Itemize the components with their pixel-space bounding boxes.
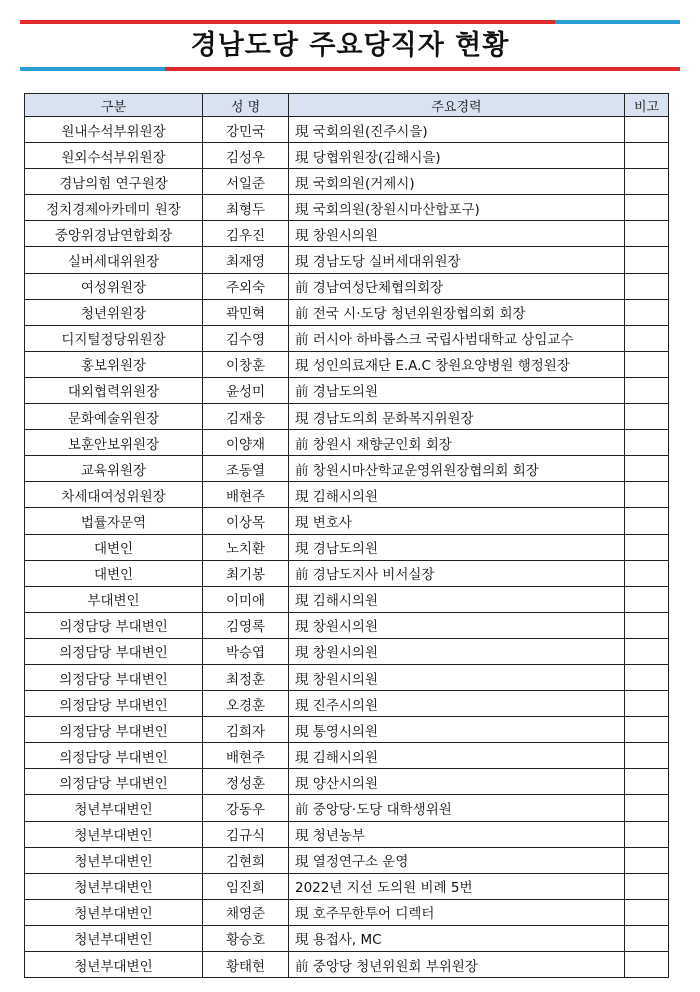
cell-name: 최형두 [203, 195, 289, 221]
cell-career: 前 창원시마산학교운영위원장협의회 회장 [289, 456, 625, 482]
cell-note [625, 769, 669, 795]
cell-note [625, 325, 669, 351]
cell-career: 現 호주무한투어 디렉터 [289, 899, 625, 925]
cell-note [625, 404, 669, 430]
table-row [25, 925, 669, 951]
cell-role: 청년부대변인 [25, 795, 203, 821]
cell-note [625, 169, 669, 195]
table-row [25, 195, 669, 221]
cell-note [625, 795, 669, 821]
table-row [25, 273, 669, 299]
cell-role: 중앙위경남연합회장 [25, 221, 203, 247]
table-row [25, 586, 669, 612]
cell-name: 노치환 [203, 534, 289, 560]
header-name: 성 명 [203, 94, 289, 117]
table-row [25, 404, 669, 430]
table-row [25, 508, 669, 534]
cell-note [625, 377, 669, 403]
cell-career: 前 경남도의원 [289, 377, 625, 403]
cell-note [625, 586, 669, 612]
cell-name: 주외숙 [203, 273, 289, 299]
cell-name: 채영준 [203, 899, 289, 925]
table-row [25, 638, 669, 664]
cell-career: 前 창원시 재향군인회 회장 [289, 430, 625, 456]
cell-career: 現 김해시의원 [289, 482, 625, 508]
cell-note [625, 821, 669, 847]
cell-role: 원외수석부위원장 [25, 143, 203, 169]
cell-note [625, 456, 669, 482]
cell-career: 現 김해시의원 [289, 743, 625, 769]
cell-name: 김수영 [203, 325, 289, 351]
cell-career: 現 경남도의회 문화복지위원장 [289, 404, 625, 430]
cell-note [625, 717, 669, 743]
cell-name: 이양재 [203, 430, 289, 456]
cell-note [625, 743, 669, 769]
cell-name: 윤성미 [203, 377, 289, 403]
cell-role: 의정담당 부대변인 [25, 717, 203, 743]
cell-name: 황승호 [203, 925, 289, 951]
cell-role: 대변인 [25, 534, 203, 560]
table-row [25, 117, 669, 143]
cell-career: 現 창원시의원 [289, 612, 625, 638]
cell-note [625, 195, 669, 221]
cell-note [625, 299, 669, 325]
cell-role: 의정담당 부대변인 [25, 691, 203, 717]
cell-role: 대외협력위원장 [25, 377, 203, 403]
cell-note [625, 899, 669, 925]
table-row [25, 691, 669, 717]
cell-career: 前 경남도지사 비서실장 [289, 560, 625, 586]
cell-name: 김우진 [203, 221, 289, 247]
cell-name: 김영록 [203, 612, 289, 638]
cell-name: 최재영 [203, 247, 289, 273]
cell-role: 청년부대변인 [25, 873, 203, 899]
cell-role: 의정담당 부대변인 [25, 743, 203, 769]
cell-career: 現 창원시의원 [289, 638, 625, 664]
cell-role: 청년부대변인 [25, 847, 203, 873]
cell-note [625, 925, 669, 951]
cell-note [625, 221, 669, 247]
cell-role: 청년부대변인 [25, 899, 203, 925]
cell-name: 최정훈 [203, 664, 289, 690]
table-row [25, 560, 669, 586]
cell-career: 現 창원시의원 [289, 664, 625, 690]
cell-name: 강민국 [203, 117, 289, 143]
cell-name: 정성훈 [203, 769, 289, 795]
cell-career: 現 국회의원(창원시마산합포구) [289, 195, 625, 221]
cell-name: 김성우 [203, 143, 289, 169]
cell-career: 現 통영시의원 [289, 717, 625, 743]
table-row [25, 534, 669, 560]
officials-table [24, 93, 669, 978]
cell-name: 김희자 [203, 717, 289, 743]
cell-role: 의정담당 부대변인 [25, 664, 203, 690]
cell-career: 現 국회의원(거제시) [289, 169, 625, 195]
cell-role: 청년부대변인 [25, 952, 203, 978]
cell-note [625, 351, 669, 377]
table-row [25, 169, 669, 195]
cell-name: 서일준 [203, 169, 289, 195]
cell-role: 청년위원장 [25, 299, 203, 325]
cell-name: 김규식 [203, 821, 289, 847]
cell-name: 김현희 [203, 847, 289, 873]
table-row [25, 612, 669, 638]
cell-name: 오경훈 [203, 691, 289, 717]
cell-role: 여성위원장 [25, 273, 203, 299]
cell-note [625, 664, 669, 690]
cell-name: 박승엽 [203, 638, 289, 664]
cell-note [625, 638, 669, 664]
table-row [25, 795, 669, 821]
cell-career: 現 양산시의원 [289, 769, 625, 795]
cell-name: 곽민혁 [203, 299, 289, 325]
cell-name: 배현주 [203, 482, 289, 508]
table-row [25, 873, 669, 899]
cell-career: 現 청년농부 [289, 821, 625, 847]
cell-name: 이상목 [203, 508, 289, 534]
cell-note [625, 873, 669, 899]
cell-name: 이미애 [203, 586, 289, 612]
cell-role: 보훈안보위원장 [25, 430, 203, 456]
table-row [25, 299, 669, 325]
table-row [25, 430, 669, 456]
cell-role: 청년부대변인 [25, 925, 203, 951]
table-row [25, 377, 669, 403]
header-note: 비고 [625, 94, 669, 117]
cell-role: 교육위원장 [25, 456, 203, 482]
cell-role: 법률자문역 [25, 508, 203, 534]
table-header-row [25, 94, 669, 117]
header-career: 주요경력 [289, 94, 625, 117]
cell-name: 황태현 [203, 952, 289, 978]
table-row [25, 456, 669, 482]
cell-career: 前 전국 시·도당 청년위원장협의회 회장 [289, 299, 625, 325]
cell-note [625, 847, 669, 873]
table-row [25, 899, 669, 925]
cell-note [625, 612, 669, 638]
table-row [25, 664, 669, 690]
cell-career: 現 창원시의원 [289, 221, 625, 247]
table-row [25, 325, 669, 351]
cell-note [625, 560, 669, 586]
cell-role: 부대변인 [25, 586, 203, 612]
table-row [25, 221, 669, 247]
cell-role: 정치경제아카데미 원장 [25, 195, 203, 221]
cell-note [625, 691, 669, 717]
cell-note [625, 117, 669, 143]
cell-note [625, 952, 669, 978]
cell-role: 대변인 [25, 560, 203, 586]
cell-name: 김재웅 [203, 404, 289, 430]
cell-note [625, 430, 669, 456]
page-title: 경남도당 주요당직자 현황 [190, 30, 510, 61]
cell-career: 現 당협위원장(김해시을) [289, 143, 625, 169]
header-role: 구분 [25, 94, 203, 117]
cell-career: 現 성인의료재단 E.A.C 창원요양병원 행정원장 [289, 351, 625, 377]
cell-name: 조동열 [203, 456, 289, 482]
cell-role: 홍보위원장 [25, 351, 203, 377]
cell-role: 차세대여성위원장 [25, 482, 203, 508]
cell-career: 現 진주시의원 [289, 691, 625, 717]
cell-role: 디지털정당위원장 [25, 325, 203, 351]
cell-role: 의정담당 부대변인 [25, 769, 203, 795]
cell-career: 現 경남도의원 [289, 534, 625, 560]
cell-note [625, 143, 669, 169]
cell-note [625, 508, 669, 534]
bottom-blue-stripe [20, 67, 165, 71]
cell-career: 前 러시아 하바롭스크 국립사범대학교 상임교수 [289, 325, 625, 351]
cell-career: 現 변호사 [289, 508, 625, 534]
cell-note [625, 247, 669, 273]
cell-role: 실버세대위원장 [25, 247, 203, 273]
cell-career: 現 용접사, MC [289, 925, 625, 951]
table-row [25, 482, 669, 508]
table-row [25, 769, 669, 795]
table-row [25, 143, 669, 169]
table-row [25, 821, 669, 847]
table-row [25, 847, 669, 873]
table-row [25, 247, 669, 273]
table-row [25, 351, 669, 377]
cell-note [625, 534, 669, 560]
bottom-red-stripe [165, 67, 680, 71]
cell-note [625, 482, 669, 508]
cell-role: 문화예술위원장 [25, 404, 203, 430]
cell-career: 現 열정연구소 운영 [289, 847, 625, 873]
cell-career: 前 중앙당 청년위원회 부위원장 [289, 952, 625, 978]
cell-career: 現 국회의원(진주시을) [289, 117, 625, 143]
cell-role: 경남의힘 연구원장 [25, 169, 203, 195]
cell-name: 배현주 [203, 743, 289, 769]
cell-name: 최기봉 [203, 560, 289, 586]
cell-career: 現 김해시의원 [289, 586, 625, 612]
cell-role: 의정담당 부대변인 [25, 612, 203, 638]
cell-note [625, 273, 669, 299]
cell-name: 임진희 [203, 873, 289, 899]
cell-role: 원내수석부위원장 [25, 117, 203, 143]
cell-name: 이창훈 [203, 351, 289, 377]
table-row [25, 717, 669, 743]
table-row [25, 952, 669, 978]
table-body [25, 117, 669, 978]
cell-career: 前 경남여성단체협의회장 [289, 273, 625, 299]
table-row [25, 743, 669, 769]
cell-career: 現 경남도당 실버세대위원장 [289, 247, 625, 273]
cell-name: 강동우 [203, 795, 289, 821]
cell-career: 2022년 지선 도의원 비례 5번 [289, 873, 625, 899]
cell-career: 前 중앙당·도당 대학생위원 [289, 795, 625, 821]
cell-role: 의정담당 부대변인 [25, 638, 203, 664]
cell-role: 청년부대변인 [25, 821, 203, 847]
